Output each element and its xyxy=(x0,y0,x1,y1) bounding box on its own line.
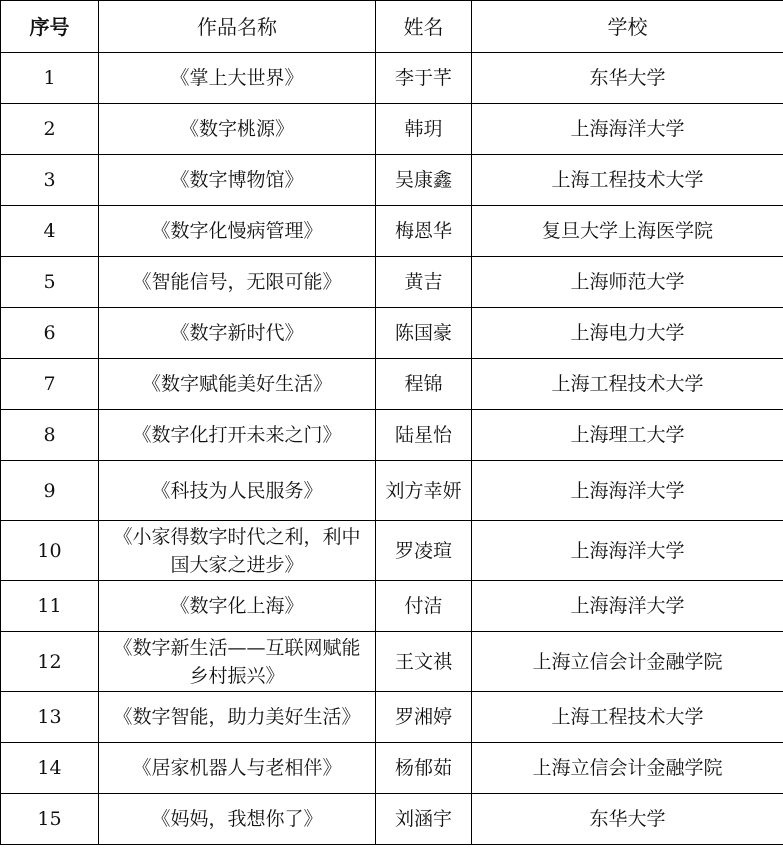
cell-title: 《智能信号，无限可能》 xyxy=(99,257,376,308)
table-row xyxy=(1,308,783,359)
cell-name: 陆星怡 xyxy=(376,410,472,461)
cell-name: 吴康鑫 xyxy=(376,155,472,206)
cell-no: 13 xyxy=(1,692,99,743)
cell-no: 15 xyxy=(1,794,99,845)
cell-no: 4 xyxy=(1,206,99,257)
cell-no: 14 xyxy=(1,743,99,794)
cell-title: 《数字化打开未来之门》 xyxy=(99,410,376,461)
cell-name: 刘涵宇 xyxy=(376,794,472,845)
cell-title: 《居家机器人与老相伴》 xyxy=(99,743,376,794)
table-row xyxy=(1,521,783,581)
cell-school: 东华大学 xyxy=(472,794,783,845)
cell-school: 上海电力大学 xyxy=(472,308,783,359)
table-row xyxy=(1,206,783,257)
cell-title: 《数字化上海》 xyxy=(99,581,376,632)
cell-school: 复旦大学上海医学院 xyxy=(472,206,783,257)
table-row xyxy=(1,104,783,155)
header-name: 姓名 xyxy=(376,1,472,53)
cell-no: 9 xyxy=(1,461,99,521)
cell-school: 上海海洋大学 xyxy=(472,461,783,521)
cell-no: 12 xyxy=(1,632,99,692)
table-row xyxy=(1,53,783,104)
cell-title: 《数字新时代》 xyxy=(99,308,376,359)
cell-name: 杨郁茹 xyxy=(376,743,472,794)
cell-name: 程锦 xyxy=(376,359,472,410)
cell-name: 李于芊 xyxy=(376,53,472,104)
table-row xyxy=(1,692,783,743)
cell-name: 王文祺 xyxy=(376,632,472,692)
header-school: 学校 xyxy=(472,1,783,53)
table-row xyxy=(1,581,783,632)
table-row xyxy=(1,743,783,794)
cell-no: 10 xyxy=(1,521,99,581)
table-row xyxy=(1,632,783,692)
header-no: 序号 xyxy=(1,1,99,53)
cell-title: 《数字赋能美好生活》 xyxy=(99,359,376,410)
cell-school: 上海师范大学 xyxy=(472,257,783,308)
cell-no: 11 xyxy=(1,581,99,632)
cell-school: 上海海洋大学 xyxy=(472,521,783,581)
cell-school: 东华大学 xyxy=(472,53,783,104)
cell-title: 《掌上大世界》 xyxy=(99,53,376,104)
cell-title: 《数字博物馆》 xyxy=(99,155,376,206)
cell-school: 上海理工大学 xyxy=(472,410,783,461)
cell-name: 陈国豪 xyxy=(376,308,472,359)
table-row xyxy=(1,359,783,410)
cell-title: 《数字化慢病管理》 xyxy=(99,206,376,257)
cell-name: 黄吉 xyxy=(376,257,472,308)
cell-title: 《数字智能，助力美好生活》 xyxy=(99,692,376,743)
table-row xyxy=(1,461,783,521)
cell-school: 上海工程技术大学 xyxy=(472,359,783,410)
cell-no: 2 xyxy=(1,104,99,155)
cell-title: 《小家得数字时代之利，利中国大家之进步》 xyxy=(99,521,376,581)
cell-title: 《数字新生活——互联网赋能乡村振兴》 xyxy=(99,632,376,692)
cell-school: 上海工程技术大学 xyxy=(472,692,783,743)
cell-no: 5 xyxy=(1,257,99,308)
cell-title: 《数字桃源》 xyxy=(99,104,376,155)
table-header-row xyxy=(1,1,783,53)
cell-name: 付洁 xyxy=(376,581,472,632)
cell-name: 罗湘婷 xyxy=(376,692,472,743)
cell-school: 上海立信会计金融学院 xyxy=(472,632,783,692)
header-title: 作品名称 xyxy=(99,1,376,53)
cell-school: 上海海洋大学 xyxy=(472,104,783,155)
cell-no: 3 xyxy=(1,155,99,206)
table-row xyxy=(1,257,783,308)
cell-title: 《妈妈，我想你了》 xyxy=(99,794,376,845)
cell-name: 刘方幸妍 xyxy=(376,461,472,521)
cell-school: 上海海洋大学 xyxy=(472,581,783,632)
cell-no: 8 xyxy=(1,410,99,461)
cell-title: 《科技为人民服务》 xyxy=(99,461,376,521)
table-row xyxy=(1,155,783,206)
cell-name: 梅恩华 xyxy=(376,206,472,257)
cell-school: 上海工程技术大学 xyxy=(472,155,783,206)
table-row xyxy=(1,794,783,845)
cell-school: 上海立信会计金融学院 xyxy=(472,743,783,794)
cell-no: 7 xyxy=(1,359,99,410)
cell-name: 罗凌瑄 xyxy=(376,521,472,581)
table-row xyxy=(1,410,783,461)
cell-no: 6 xyxy=(1,308,99,359)
cell-name: 韩玥 xyxy=(376,104,472,155)
cell-no: 1 xyxy=(1,53,99,104)
